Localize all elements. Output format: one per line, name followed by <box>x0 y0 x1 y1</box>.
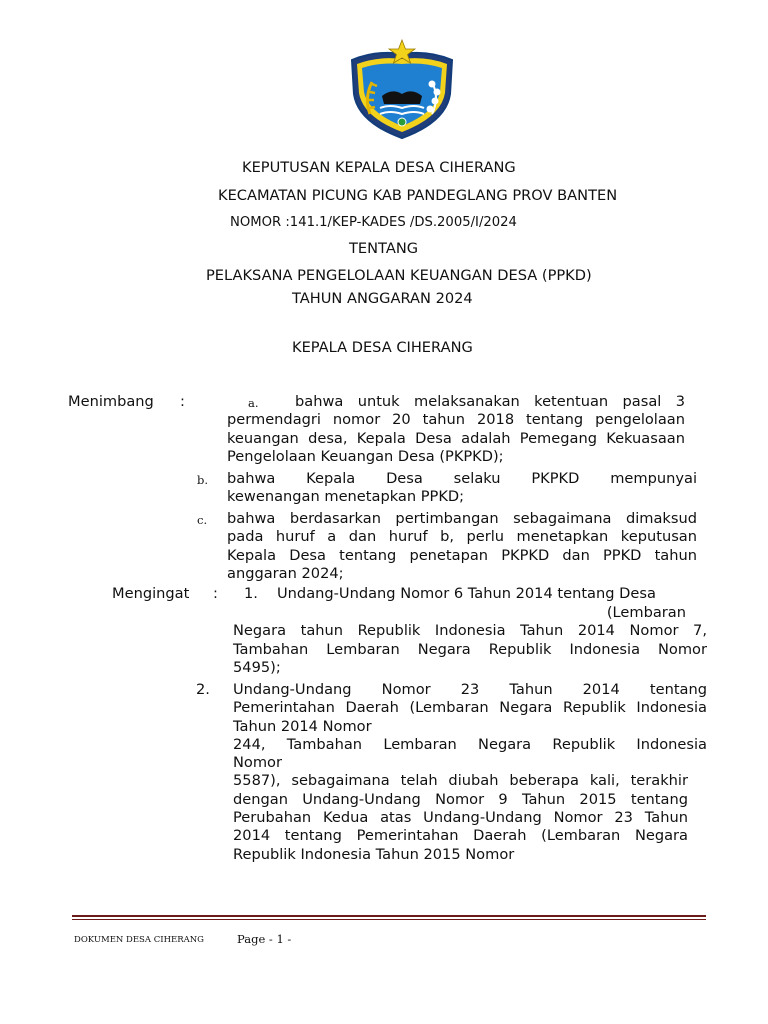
text-line: Nomor <box>233 754 282 772</box>
menimbang-item-c <box>227 510 697 583</box>
text-line: dengan Undang-Undang Nomor 9 Tahun 2015 tentang <box>233 790 688 808</box>
title-line-2: KECAMATAN PICUNG KAB PANDEGLANG PROV BANTEN <box>218 187 618 204</box>
subject-line-1: PELAKSANA PENGELOLAAN KEUANGAN DESA (PPKD) <box>206 267 592 284</box>
text-line: anggaran 2024; <box>227 564 344 582</box>
item-letter-c: c. <box>197 513 208 527</box>
official-title: KEPALA DESA CIHERANG <box>292 339 473 356</box>
item-number-1: 1. <box>244 585 258 602</box>
text-line: Tahun 2014 Nomor <box>233 717 372 735</box>
text-line: keuangan desa, Kepala Desa adalah Pemegang Kekuasaan <box>227 429 685 447</box>
text-line: Perubahan Kedua atas Undang-Undang Nomor 23 Tahun <box>233 809 688 827</box>
mengingat-label: Mengingat <box>112 585 190 602</box>
text-line: bahwa Kepala Desa selaku PKPKD mempunyai <box>227 470 697 487</box>
decree-number: NOMOR :141.1/KEP-KADES /DS.2005/I/2024 <box>230 215 517 230</box>
text-line: pada huruf a dan huruf b, perlu menetapkan keputusan <box>227 528 697 546</box>
footer-rule-thick <box>72 915 706 917</box>
text-line: permendagri nomor 20 tahun 2018 tentang pengelolaan <box>227 411 685 429</box>
menimbang-label: Menimbang <box>68 393 154 410</box>
text-line: Tambahan Lembaran Negara Republik Indonesia Nomor <box>233 640 707 658</box>
text-line: (Lembaran <box>606 604 686 621</box>
text-line: Pemerintahan Daerah (Lembaran Negara Republik Indonesia <box>233 699 707 717</box>
footer-page-number: Page - 1 - <box>237 932 292 946</box>
regency-coat-of-arms-icon <box>346 38 458 142</box>
tentang-heading: TENTANG <box>349 240 419 257</box>
footer-rule-thin <box>72 919 706 920</box>
text-line: Republik Indonesia Tahun 2015 Nomor <box>233 845 515 863</box>
mengingat-item-2 <box>233 681 707 864</box>
item-1-first-line: Undang-Undang Nomor 6 Tahun 2014 tentang Desa <box>277 585 656 602</box>
menimbang-item-b <box>227 470 697 507</box>
text-line: bahwa berdasarkan pertimbangan sebagaimana dimaksud <box>227 510 697 527</box>
item-letter-a: a. <box>248 396 259 410</box>
text-line: Kepala Desa tentang penetapan PKPKD dan PPKD tahun <box>227 546 697 564</box>
text-line: 244, Tambahan Lembaran Negara Republik Indonesia <box>233 735 707 753</box>
menimbang-colon: : <box>180 393 185 410</box>
mengingat-colon: : <box>213 585 218 602</box>
item-number-2: 2. <box>196 681 210 698</box>
footer-doc-label: DOKUMEN DESA CIHERANG <box>74 935 204 945</box>
text-line: Pengelolaan Keuangan Desa (PKPKD); <box>227 447 504 465</box>
text-line: 2014 tentang Pemerintahan Daerah (Lembaran Negara <box>233 827 688 845</box>
subject-line-2: TAHUN ANGGARAN 2024 <box>292 290 473 307</box>
mengingat-item-1 <box>233 604 707 677</box>
text-line: 5495); <box>233 658 281 676</box>
item-letter-b: b. <box>197 473 209 487</box>
menimbang-item-a <box>227 393 685 466</box>
text-line: Undang-Undang Nomor 23 Tahun 2014 tentang <box>233 681 707 698</box>
text-line: Negara tahun Republik Indonesia Tahun 2014 Nomor 7, <box>233 622 707 640</box>
text-line: 5587), sebagaimana telah diubah beberapa kali, terakhir <box>233 772 688 790</box>
title-line-1: KEPUTUSAN KEPALA DESA CIHERANG <box>242 159 516 176</box>
text-line: kewenangan menetapkan PPKD; <box>227 488 465 506</box>
text-line: bahwa untuk melaksanakan ketentuan pasal 3 <box>295 393 685 410</box>
